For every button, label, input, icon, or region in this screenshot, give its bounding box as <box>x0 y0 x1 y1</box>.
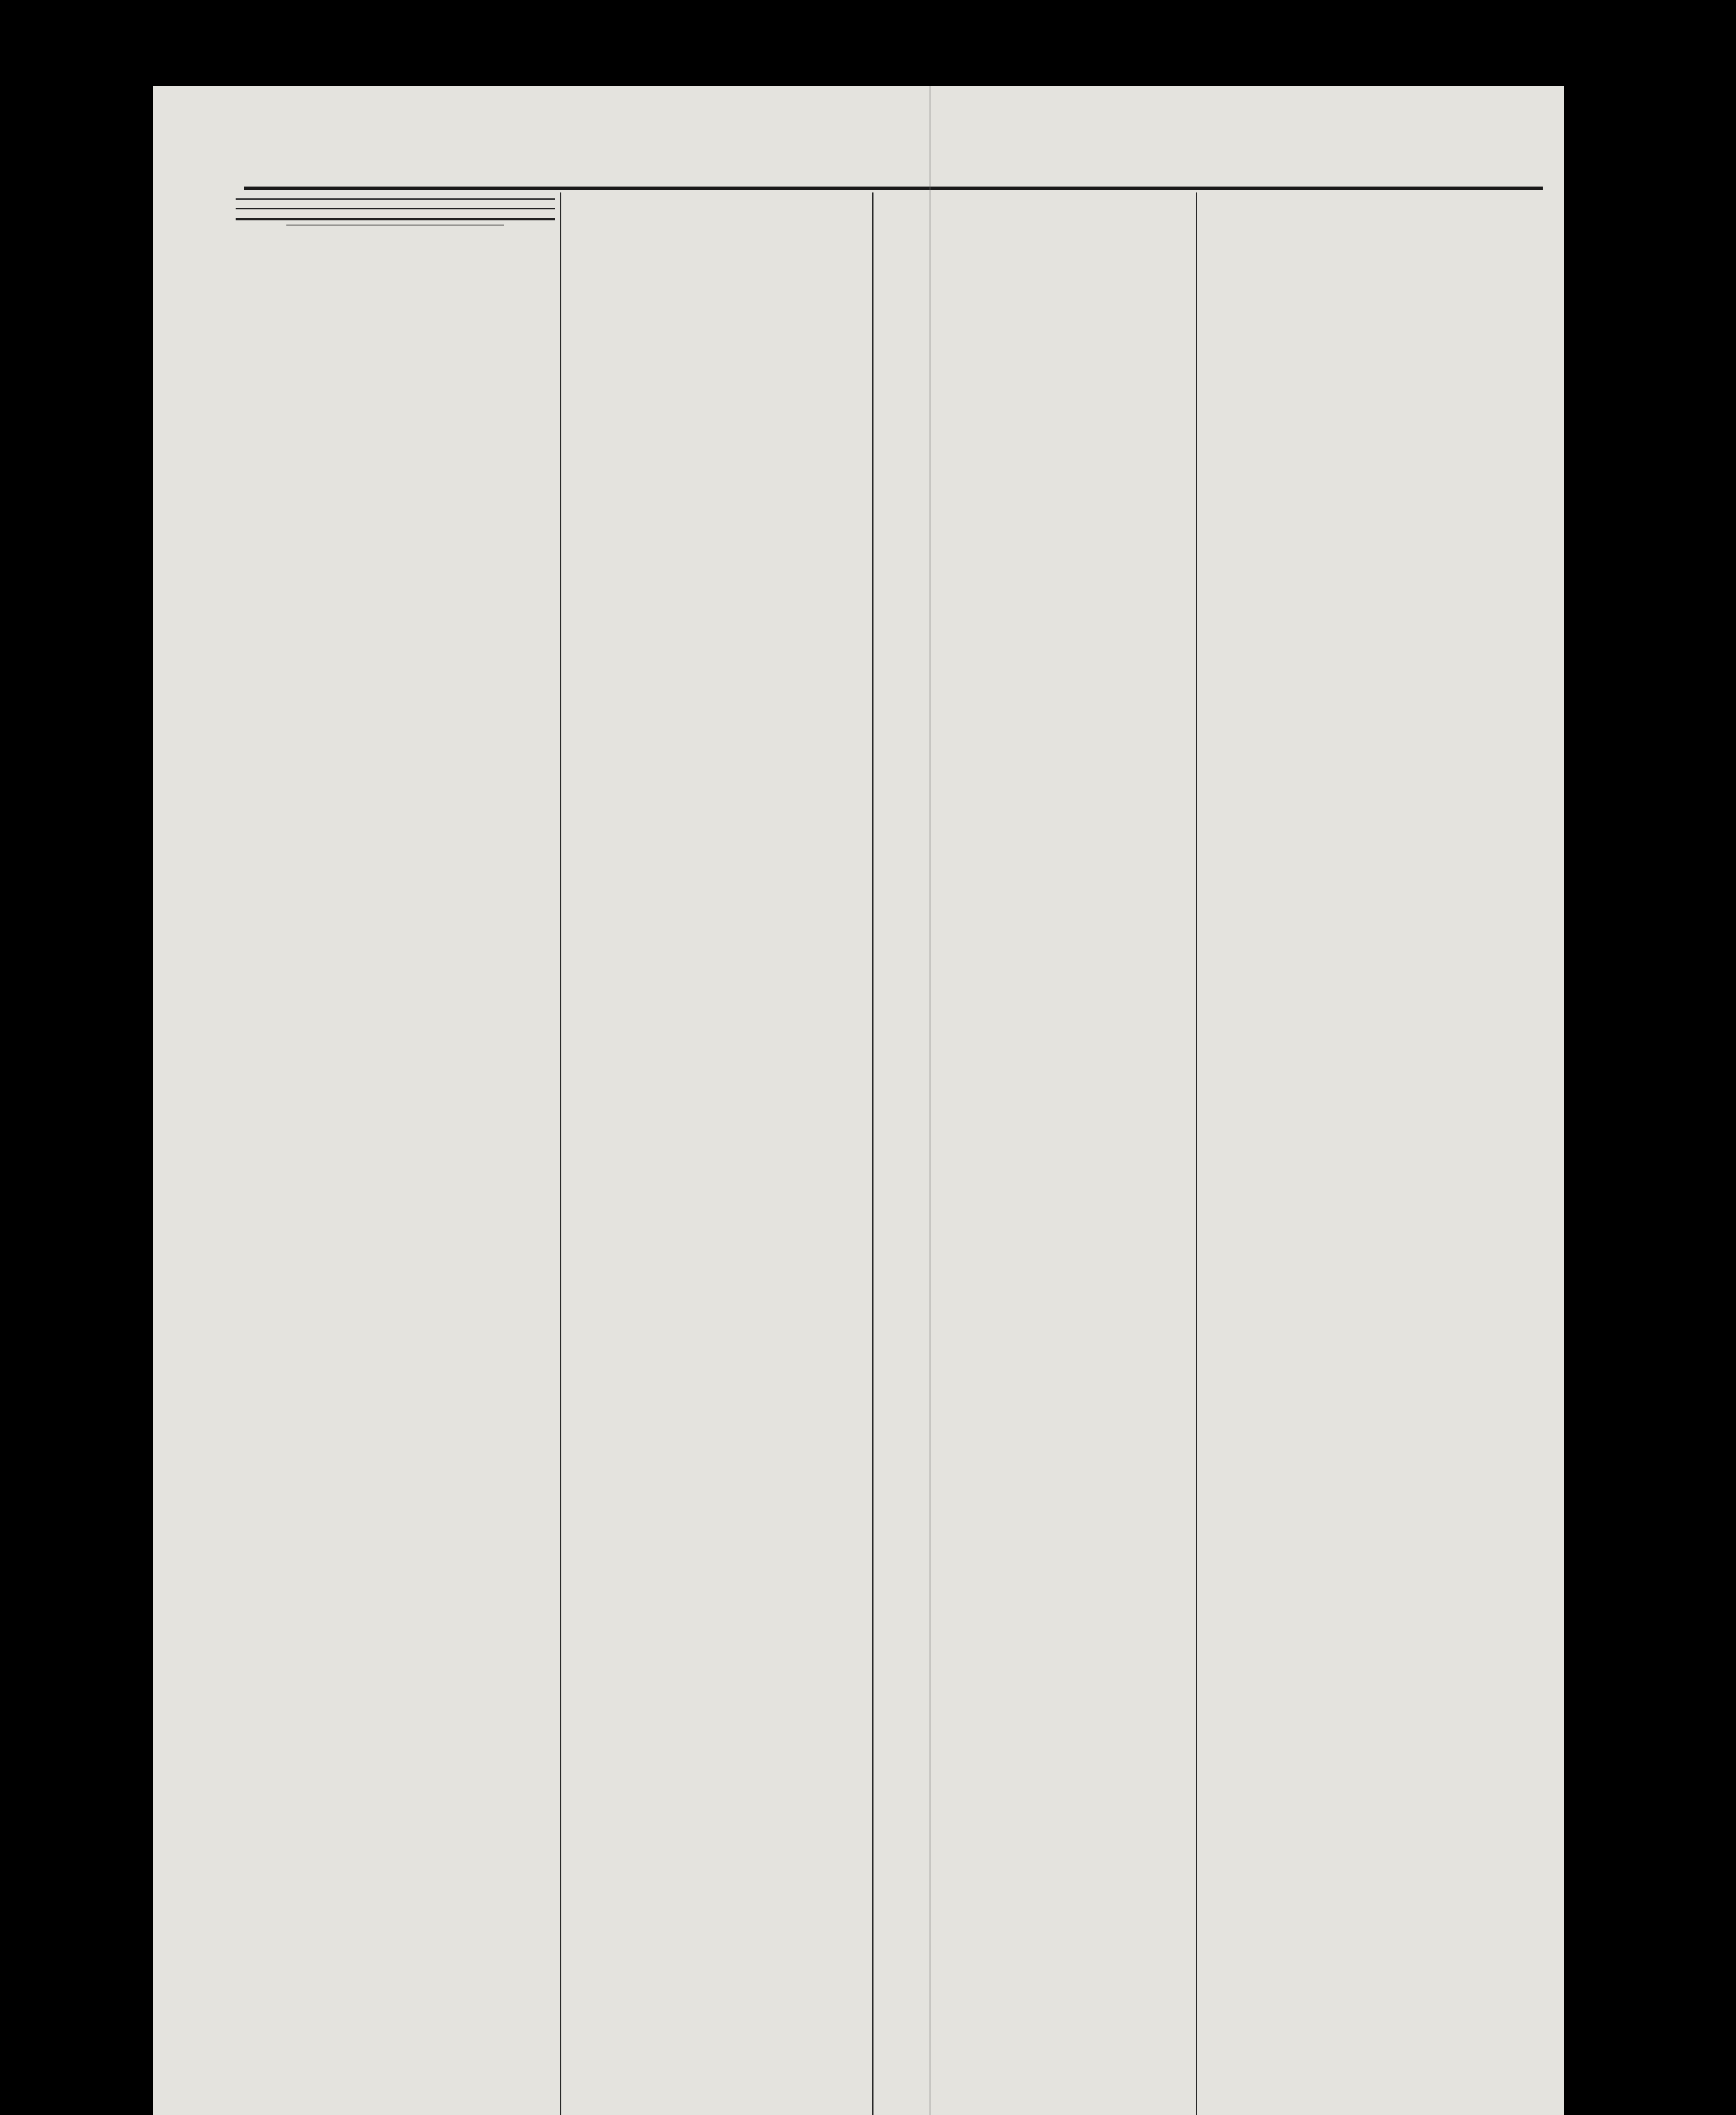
column-divider <box>560 192 561 2115</box>
column-divider <box>1196 192 1197 2115</box>
divider <box>236 198 555 200</box>
divider <box>236 218 555 220</box>
column-4-body <box>1201 192 1484 2115</box>
column-3 <box>877 192 1192 2115</box>
top-rule <box>244 187 1543 190</box>
column-1 <box>236 192 555 2115</box>
divider <box>236 208 555 209</box>
column-2 <box>566 192 868 2115</box>
column-divider <box>872 192 873 2115</box>
